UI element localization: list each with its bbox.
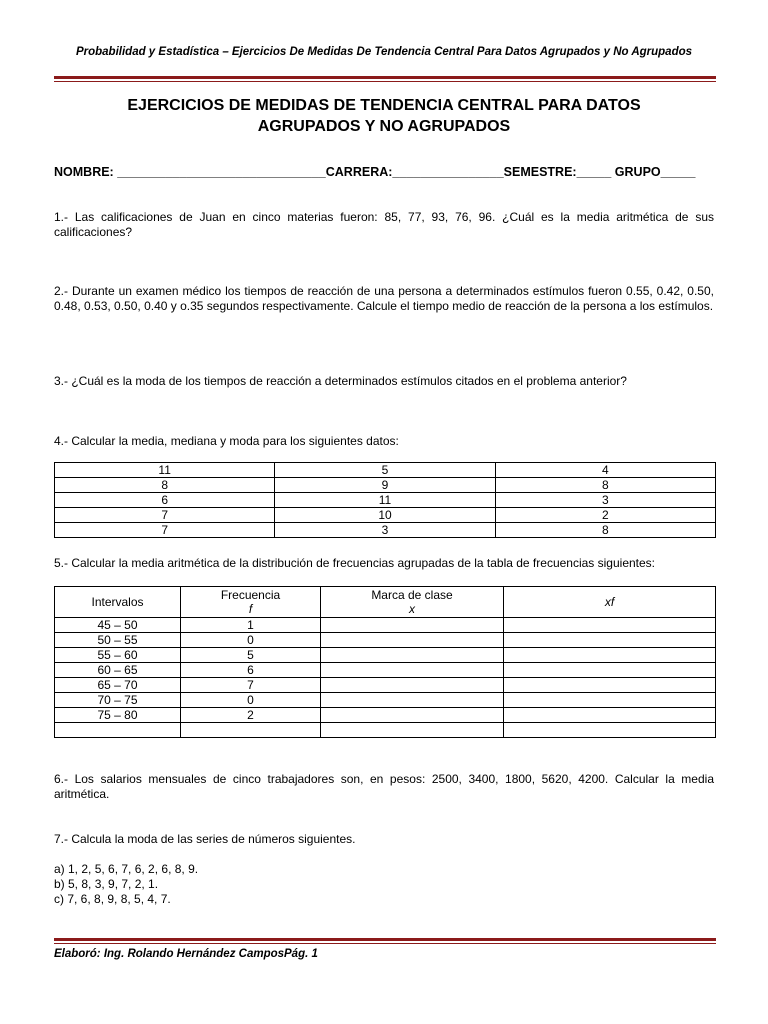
empty-cell (504, 723, 716, 738)
question-7: 7.- Calcula la moda de las series de números siguientes. (54, 832, 356, 846)
data-table-q4 (54, 462, 716, 538)
table-cell: 8 (55, 478, 275, 493)
interval-cell: 50 – 55 (55, 633, 181, 648)
question-7a: a) 1, 2, 5, 6, 7, 6, 2, 6, 8, 9. (54, 862, 199, 876)
table-cell: 11 (55, 463, 275, 478)
header-frecuencia-symbol: f (248, 602, 253, 616)
interval-cell: 70 – 75 (55, 693, 181, 708)
table-row (55, 678, 716, 693)
table-cell: 7 (55, 523, 275, 538)
header-xf: xf (504, 587, 716, 618)
table-cell: 6 (55, 493, 275, 508)
table-cell: 4 (495, 463, 715, 478)
frequency-cell: 7 (181, 678, 321, 693)
table-row (55, 648, 716, 663)
table-cell: 9 (275, 478, 495, 493)
frequency-cell: 0 (181, 633, 321, 648)
xf-cell (504, 618, 716, 633)
interval-cell: 75 – 80 (55, 708, 181, 723)
frequency-cell: 2 (181, 708, 321, 723)
question-7c: c) 7, 6, 8, 9, 8, 5, 4, 7. (54, 892, 171, 906)
frequency-cell: 6 (181, 663, 321, 678)
interval-cell: 45 – 50 (55, 618, 181, 633)
table-row (55, 493, 716, 508)
table-row (55, 478, 716, 493)
xf-cell (504, 693, 716, 708)
class-mark-cell (321, 663, 504, 678)
table-row (55, 663, 716, 678)
document-title (54, 95, 714, 137)
xf-cell (504, 663, 716, 678)
question-3: 3.- ¿Cuál es la moda de los tiempos de reacción a determinados estímulos citados en el problema anterior? (54, 374, 627, 388)
header-marca-clase (321, 587, 504, 618)
xf-cell (504, 633, 716, 648)
table-row-totals (55, 723, 716, 738)
student-fields: NOMBRE: ______________________________CARRERA:________________SEMESTRE:_____ GRUPO_____ (54, 165, 696, 179)
empty-cell (321, 723, 504, 738)
frequency-cell: 1 (181, 618, 321, 633)
question-5: 5.- Calcular la media aritmética de la distribución de frecuencias agrupadas de la tabla de frecuencias siguientes: (54, 556, 656, 570)
table-cell: 10 (275, 508, 495, 523)
frequency-cell: 0 (181, 693, 321, 708)
table-row (55, 523, 716, 538)
table-header-row (55, 587, 716, 618)
frequency-cell: 5 (181, 648, 321, 663)
table-row (55, 693, 716, 708)
table-row (55, 618, 716, 633)
table-row (55, 463, 716, 478)
header-frecuencia (181, 587, 321, 618)
table-cell: 8 (495, 478, 715, 493)
class-mark-cell (321, 633, 504, 648)
frequency-table-q5 (54, 586, 716, 738)
table-row (55, 633, 716, 648)
empty-cell (55, 723, 181, 738)
page-footer: Elaboró: Ing. Rolando Hernández CamposPág. 1 (54, 948, 318, 960)
table-cell: 8 (495, 523, 715, 538)
class-mark-cell (321, 708, 504, 723)
table-cell: 3 (495, 493, 715, 508)
question-2: 2.- Durante un examen médico los tiempos de reacción de una persona a determinados estímulos fueron 0.55, 0.42, 0.50, 0.48, 0.53, 0.50, 0.40 y o.35 segundos respectivamente. Calcule el tiempo medio de reacción de la persona a los estímulos. (54, 284, 714, 313)
question-4: 4.- Calcular la media, mediana y moda para los siguientes datos: (54, 434, 399, 448)
question-6: 6.- Los salarios mensuales de cinco trabajadores son, en pesos: 2500, 3400, 1800, 5620, 4200. Calcular la media aritmética. (54, 772, 714, 801)
class-mark-cell (321, 648, 504, 663)
title-line-2: AGRUPADOS Y NO AGRUPADOS (257, 118, 511, 135)
class-mark-cell (321, 693, 504, 708)
table-cell: 7 (55, 508, 275, 523)
table-cell: 11 (275, 493, 495, 508)
class-mark-cell (321, 678, 504, 693)
table-row (55, 508, 716, 523)
table-cell: 5 (275, 463, 495, 478)
xf-cell (504, 648, 716, 663)
empty-cell (181, 723, 321, 738)
title-line-1: EJERCICIOS DE MEDIDAS DE TENDENCIA CENTRAL PARA DATOS (127, 97, 641, 114)
xf-cell (504, 678, 716, 693)
question-1: 1.- Las calificaciones de Juan en cinco materias fueron: 85, 77, 93, 76, 96. ¿Cuál es la media aritmética de sus calificaciones? (54, 210, 714, 239)
interval-cell: 65 – 70 (55, 678, 181, 693)
header-divider (54, 76, 716, 82)
table-cell: 3 (275, 523, 495, 538)
header-marca-label: Marca de clase (371, 588, 453, 602)
page-header: Probabilidad y Estadística – Ejercicios De Medidas De Tendencia Central Para Datos Agrupados y No Agrupados (75, 46, 693, 58)
interval-cell: 55 – 60 (55, 648, 181, 663)
xf-cell (504, 708, 716, 723)
header-intervalos: Intervalos (55, 587, 181, 618)
class-mark-cell (321, 618, 504, 633)
footer-divider (54, 938, 716, 944)
header-frecuencia-label: Frecuencia (220, 588, 281, 602)
interval-cell: 60 – 65 (55, 663, 181, 678)
question-7b: b) 5, 8, 3, 9, 7, 2, 1. (54, 877, 159, 891)
header-marca-symbol: x (409, 602, 415, 616)
table-row (55, 708, 716, 723)
table-cell: 2 (495, 508, 715, 523)
